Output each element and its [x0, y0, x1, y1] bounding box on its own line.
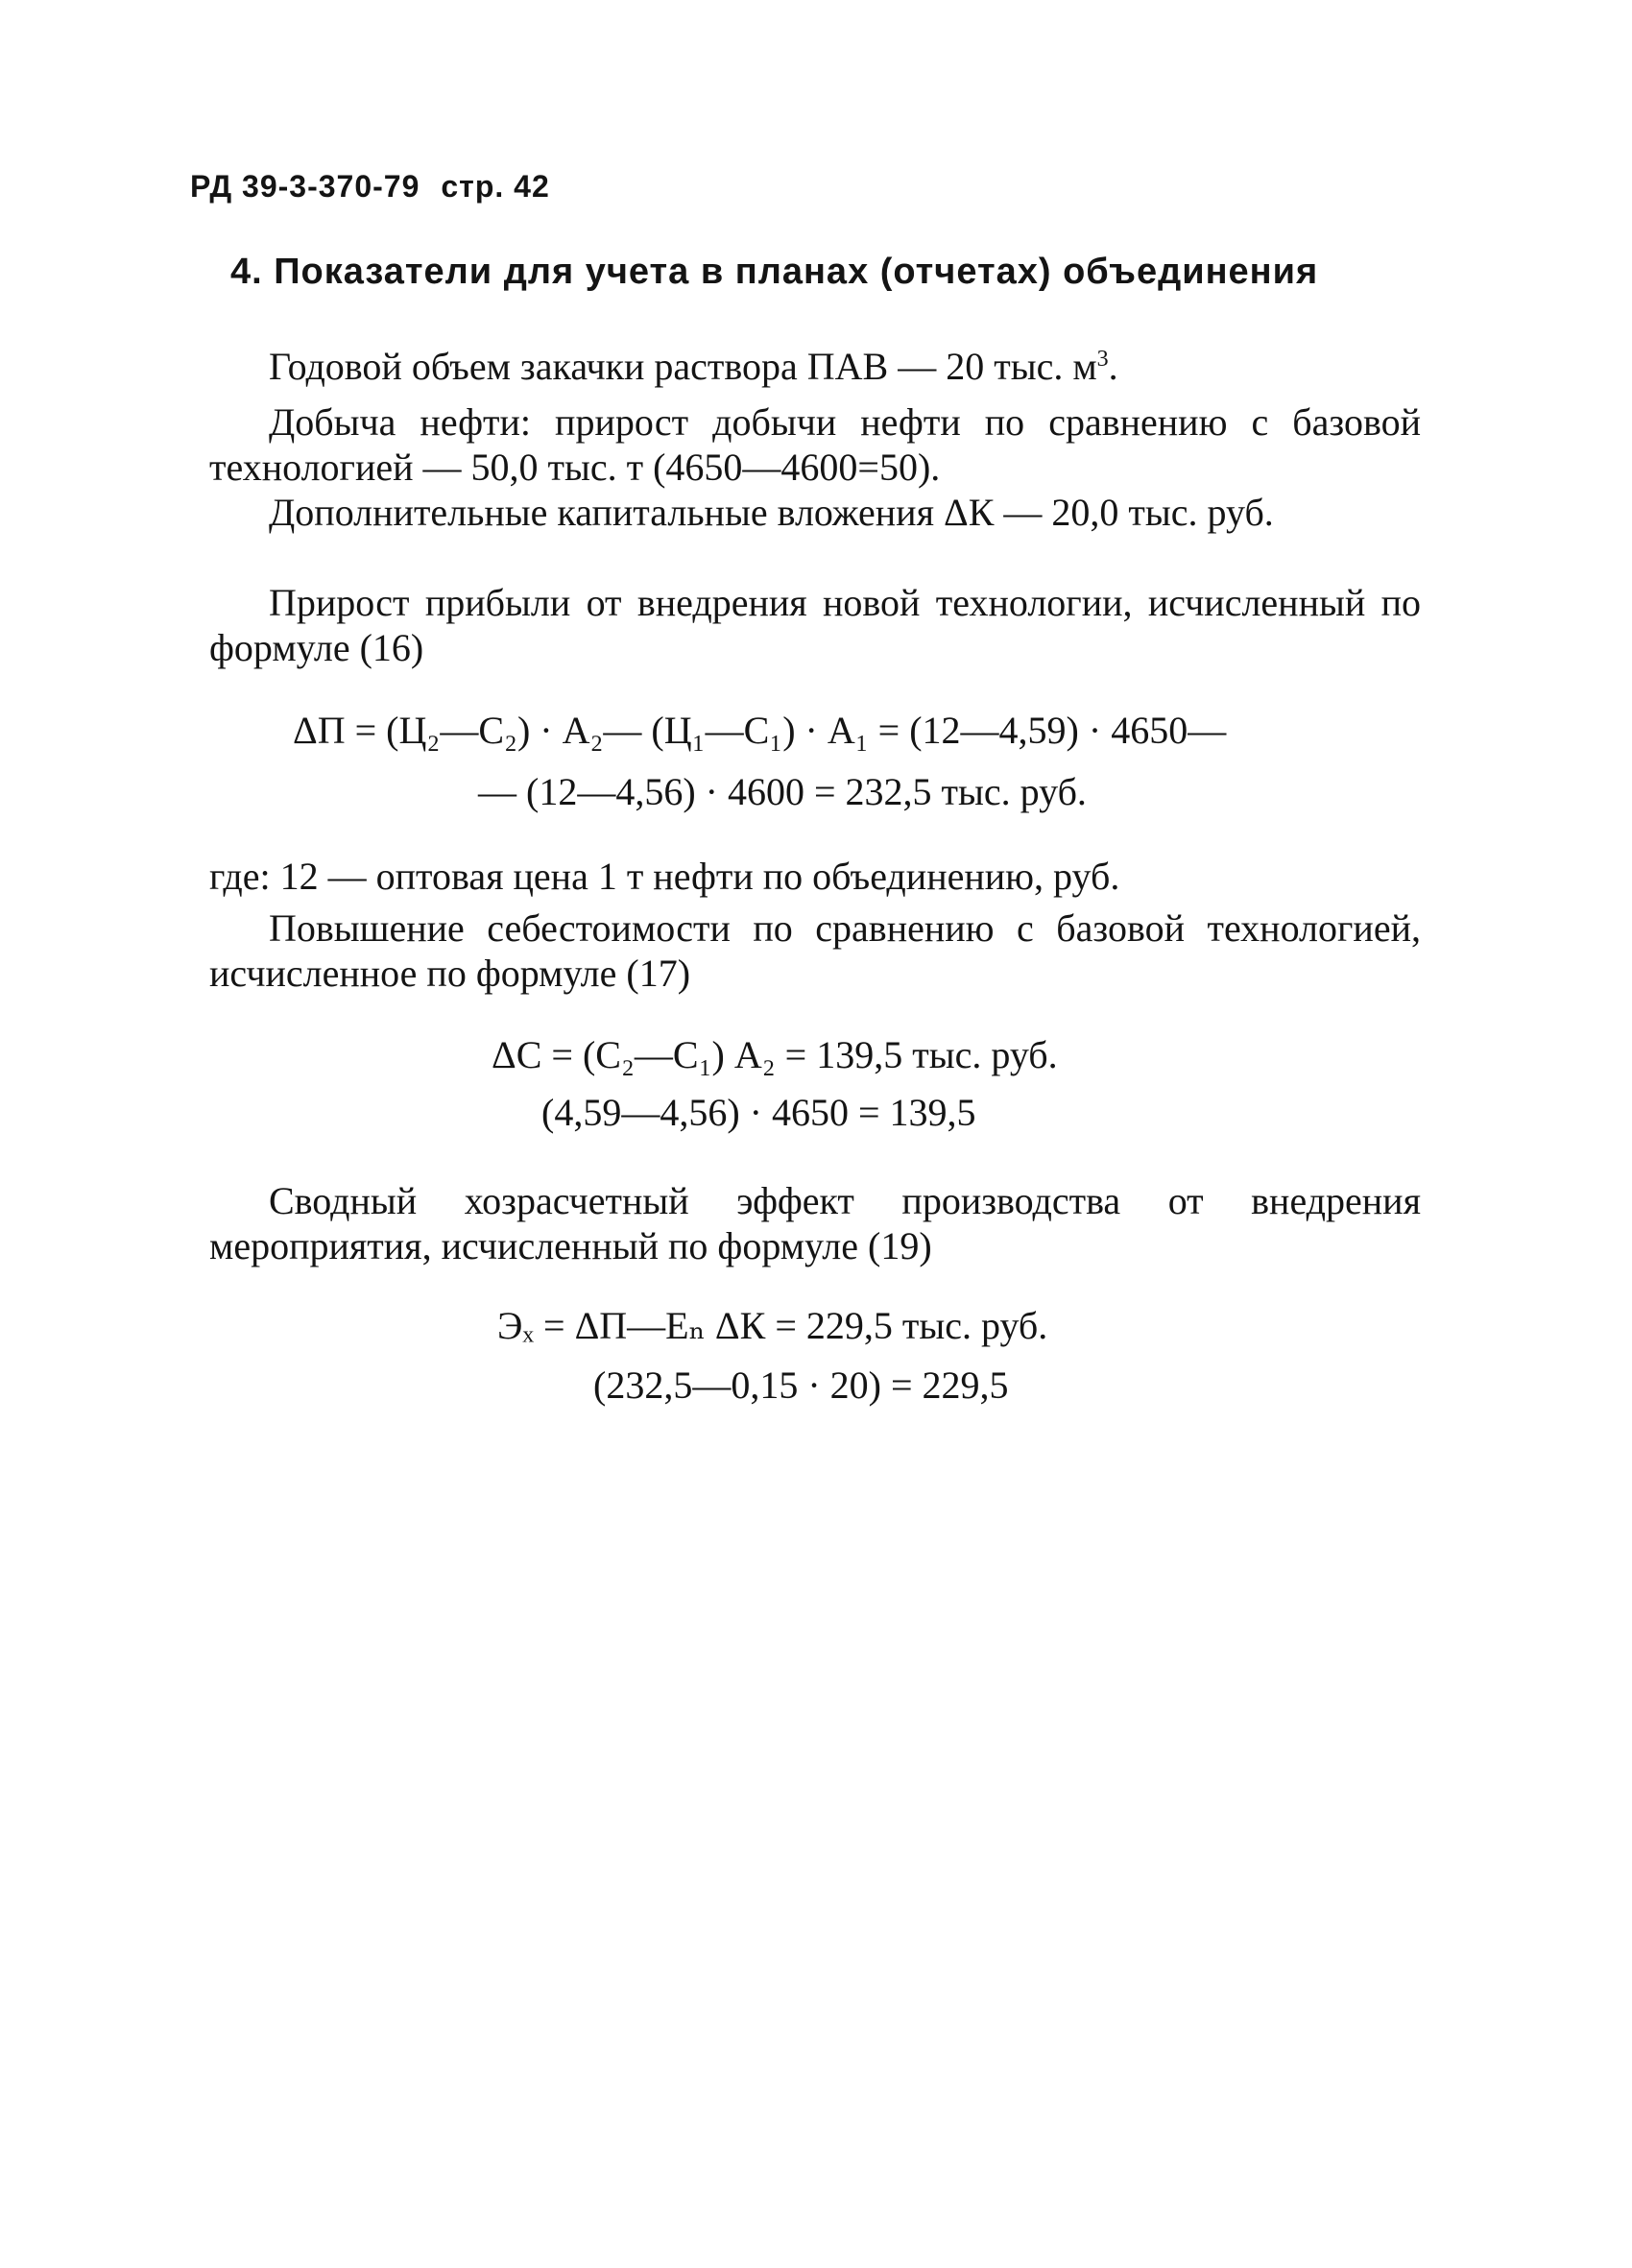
annual-volume-end: .: [1108, 345, 1118, 388]
paragraph-capital-investment: Дополнительные капитальные вложения ΔК — 20,0 тыс. руб.: [269, 491, 1274, 534]
cubic-superscript: 3: [1096, 347, 1109, 372]
annual-volume-text: Годовой объем закачки раствора ПАВ — 20 тыс. м: [269, 345, 1097, 388]
document-code: РД 39-3-370-79: [190, 169, 420, 204]
paragraph-economic-effect: Сводный хозрасчетный эффект производства от внедрения мероприятия, исчисленный по формуле (19): [209, 1179, 1421, 1267]
formula-effect-line-2: (232,5—0,15 · 20) = 229,5: [593, 1363, 1009, 1407]
paragraph-annual-volume: [269, 344, 1118, 389]
paragraph-profit-increase: Прирост прибыли от внедрения новой технологии, исчисленный по формуле (16): [209, 581, 1421, 669]
paragraph-wholesale-price: где: 12 — оптовая цена 1 т нефти по объединению, руб.: [209, 855, 1120, 898]
formula-profit-line-2: — (12—4,56) · 4600 = 232,5 тыс. руб.: [478, 770, 1087, 813]
page-header: [190, 169, 550, 205]
page-number: стр. 42: [441, 169, 550, 204]
formula-cost-line-2: (4,59—4,56) · 4650 = 139,5: [541, 1091, 976, 1134]
section-title: 4. Показатели для учета в планах (отчетах) объединения: [230, 252, 1319, 292]
paragraph-cost-increase: Повышение себестоимости по сравнению с базовой технологией, исчисленное по формуле (17): [209, 906, 1421, 995]
paragraph-oil-production: Добыча нефти: прирост добычи нефти по сравнению с базовой технологией — 50,0 тыс. т (4650—4600=50).: [209, 400, 1421, 489]
formula-cost-line-1: ΔС = (С₂—С₁) А₂ = 139,5 тыс. руб.: [492, 1033, 1058, 1076]
formula-effect-line-1: Эₓ = ΔП—Eₙ ΔК = 229,5 тыс. руб.: [497, 1304, 1048, 1347]
formula-profit-line-1: ΔП = (Ц₂—С₂) · А₂— (Ц₁—С₁) · А₁ = (12—4,59) · 4650—: [293, 709, 1227, 752]
